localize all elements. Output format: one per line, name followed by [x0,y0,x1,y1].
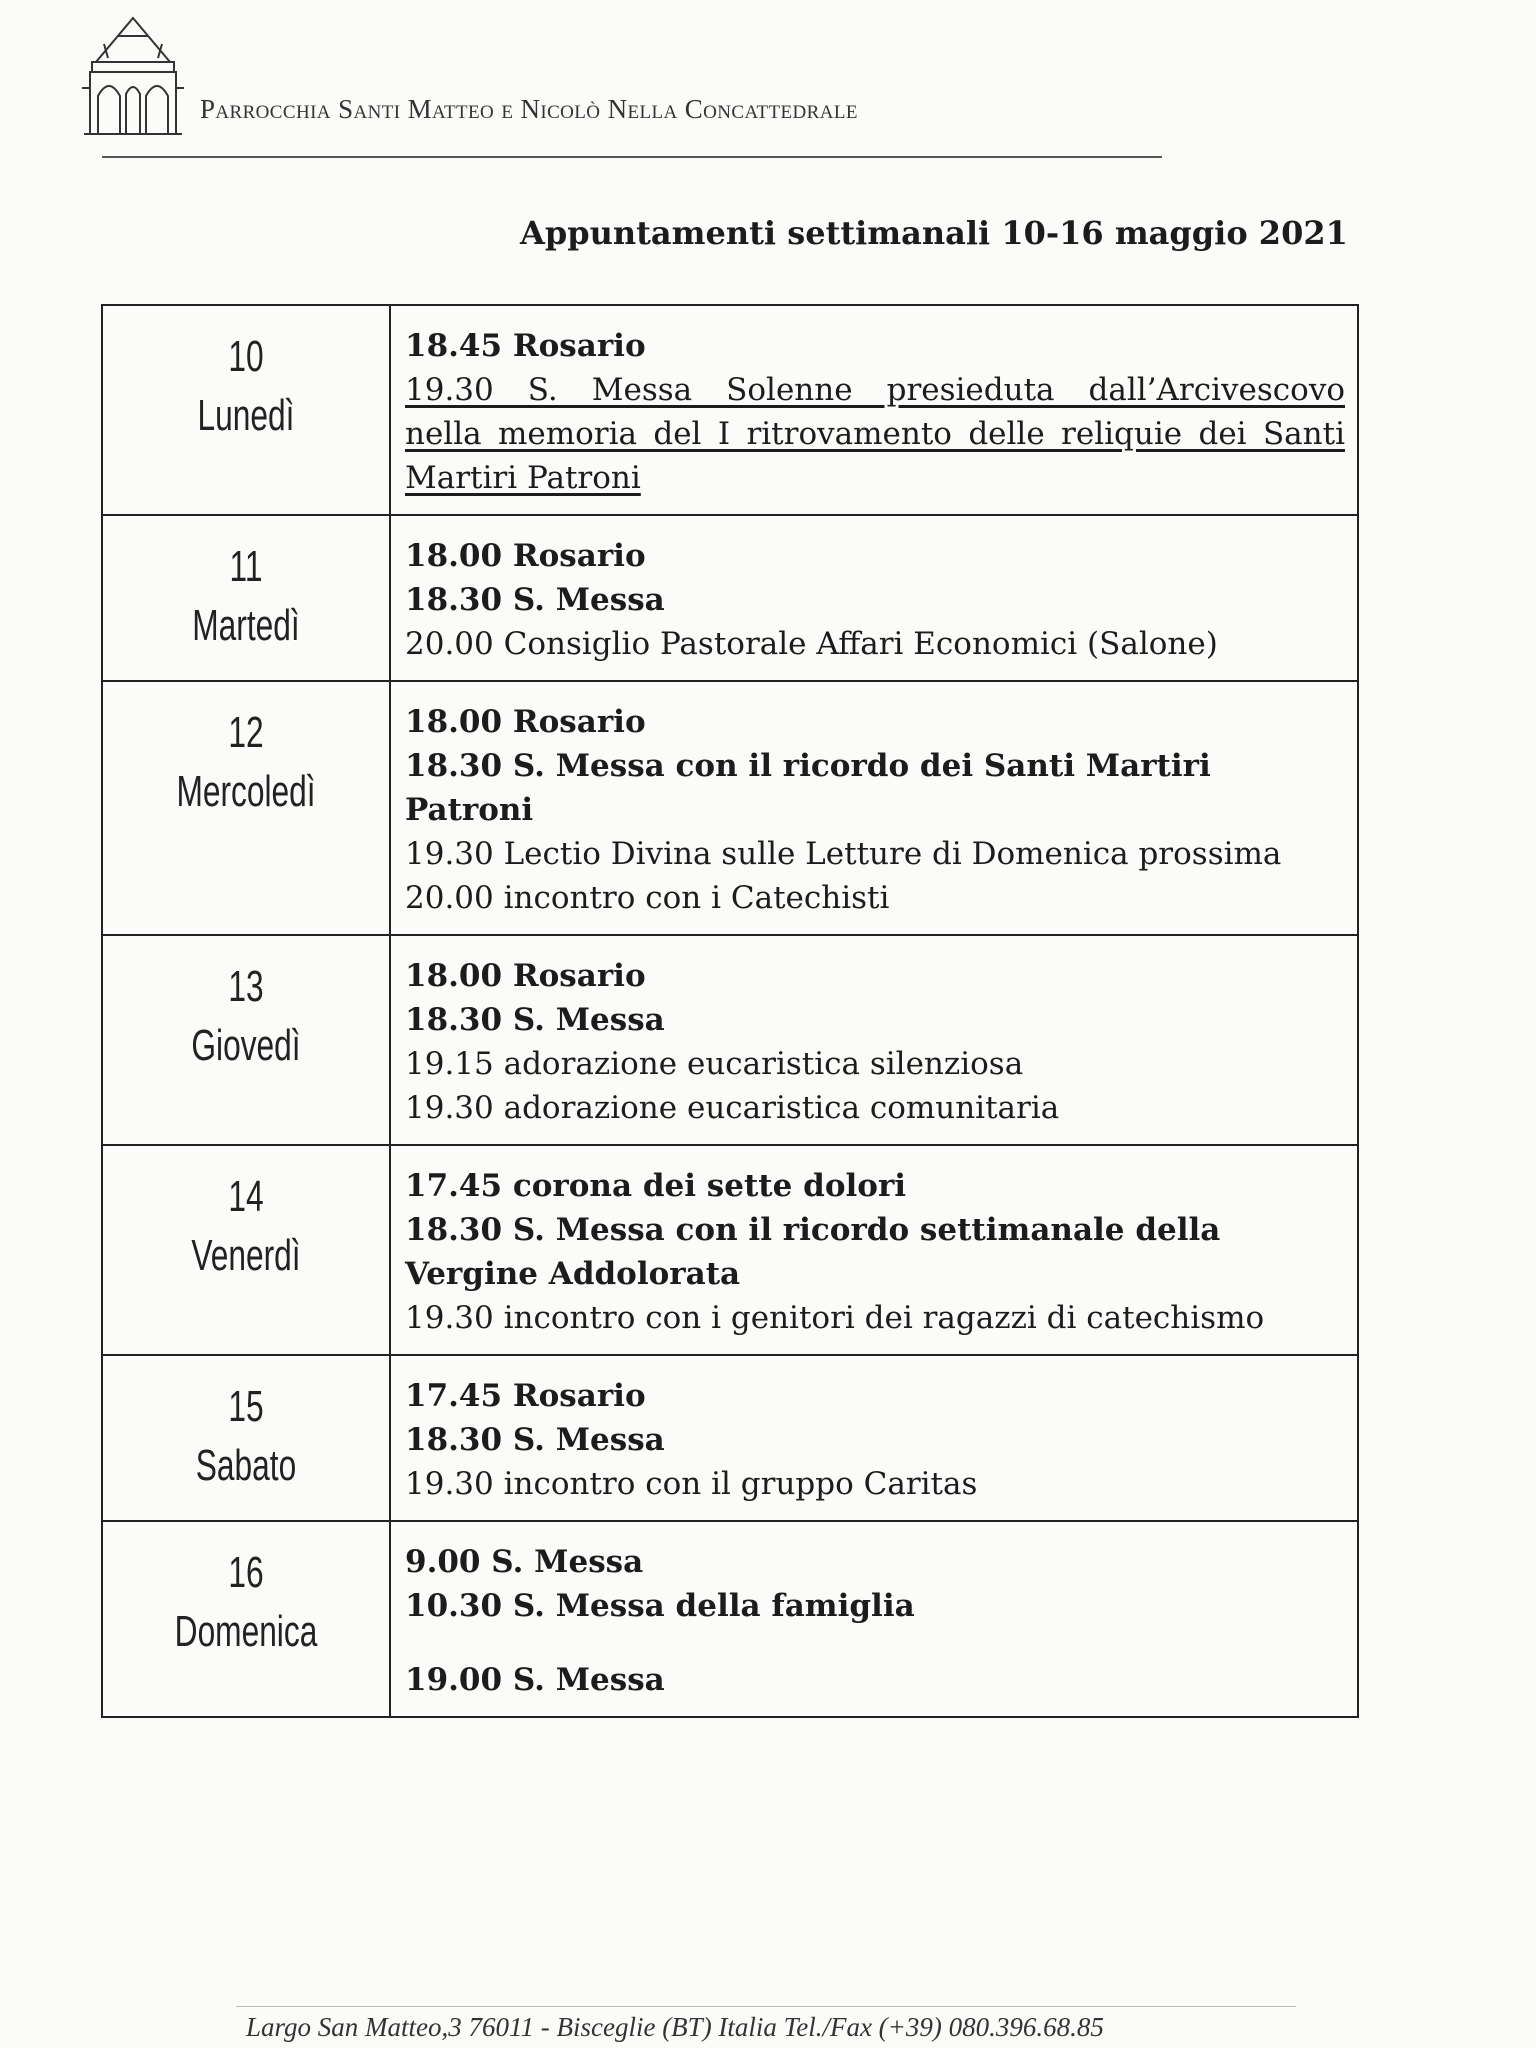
day-cell [102,681,390,935]
events-cell [390,935,1358,1145]
event-line: Martiri Patroni [405,460,641,496]
schedule-row [102,515,1358,681]
event-line: 20.00 incontro con i Catechisti [405,880,890,916]
schedule-row [102,1521,1358,1717]
event-line: 17.45 corona dei sette dolori [405,1168,907,1204]
event-line: 9.00 S. Messa [405,1544,644,1580]
schedule-row [102,1355,1358,1521]
day-cell [102,1145,390,1355]
schedule-row [102,935,1358,1145]
event-line: 18.00 Rosario [405,538,646,574]
events-cell [390,681,1358,935]
day-cell [102,1521,390,1717]
event-line: 18.30 S. Messa [405,1422,665,1458]
page-title: Appuntamenti settimanali 10-16 maggio 2021 [520,214,1348,252]
event-line: 17.45 Rosario [405,1378,646,1414]
events-cell [390,1145,1358,1355]
day-number: 10 [228,332,264,381]
schedule-row [102,305,1358,515]
event-line: 10.30 S. Messa della famiglia [405,1588,915,1624]
day-cell [102,305,390,515]
event-line: Vergine Addolorata [405,1256,741,1292]
event-line: 19.30 S. Messa Solenne presieduta dall’Arcivescovo [405,372,1345,408]
church-tower-icon [78,14,188,139]
event-line: 19.00 S. Messa [405,1662,665,1698]
event-line: 19.15 adorazione eucaristica silenziosa [405,1046,1024,1082]
footer-address: Largo San Matteo,3 76011 - Bisceglie (BT) Italia Tel./Fax (+39) 080.396.68.85 [246,2012,1104,2042]
event-line: 19.30 incontro con il gruppo Caritas [405,1466,978,1502]
event-line: 19.30 adorazione eucaristica comunitaria [405,1090,1060,1126]
letterhead [78,14,1178,164]
day-name: Martedì [192,601,300,650]
event-line: nella memoria del I ritrovamento delle reliquie dei Santi [405,416,1345,452]
day-cell [102,935,390,1145]
day-number: 15 [228,1382,264,1431]
parish-name: Parrocchia Santi Matteo e Nicolò Nella Concattedrale [200,94,858,124]
day-number: 16 [228,1548,264,1597]
day-number: 13 [228,962,264,1011]
day-number: 12 [228,708,264,757]
footer-divider [236,2006,1296,2007]
events-cell [390,1521,1358,1717]
day-name: Sabato [195,1441,297,1490]
day-name: Lunedì [197,391,295,440]
schedule-row [102,681,1358,935]
schedule-row [102,1145,1358,1355]
event-line: 20.00 Consiglio Pastorale Affari Economici (Salone) [405,626,1218,662]
day-cell [102,1355,390,1521]
day-name: Venerdì [191,1231,301,1280]
header-divider [102,156,1162,158]
event-line: 18.30 S. Messa [405,582,665,618]
events-cell [390,515,1358,681]
day-name: Giovedì [191,1021,301,1070]
event-line: 18.30 S. Messa con il ricordo dei Santi Martiri [405,748,1211,784]
day-number: 14 [228,1172,264,1221]
event-line: 18.00 Rosario [405,704,646,740]
event-spacer [405,1628,1345,1658]
events-cell [390,1355,1358,1521]
event-line: 18.30 S. Messa con il ricordo settimanale della [405,1212,1221,1248]
event-line: 18.30 S. Messa [405,1002,665,1038]
day-number: 11 [229,542,263,591]
event-line: 18.45 Rosario [405,328,646,364]
event-line: 18.00 Rosario [405,958,646,994]
day-cell [102,515,390,681]
event-line: Patroni [405,792,534,828]
event-line: 19.30 Lectio Divina sulle Letture di Domenica prossima [405,836,1282,872]
event-line: 19.30 incontro con i genitori dei ragazzi di catechismo [405,1300,1265,1336]
events-cell [390,305,1358,515]
day-name: Mercoledì [176,767,316,816]
day-name: Domenica [174,1607,318,1656]
weekly-schedule-table [101,304,1359,1718]
